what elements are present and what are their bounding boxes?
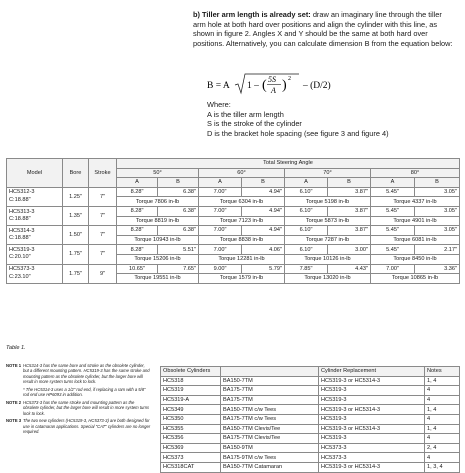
table-row (161, 395, 460, 405)
intro-paragraph (193, 10, 455, 48)
a-value-cell: 8.28" (117, 187, 158, 197)
torque-cell: Torque 8450 in-lb (371, 254, 460, 264)
col-stroke-header: Stroke (89, 159, 117, 188)
notes-cell: 4 (425, 453, 460, 463)
sub-header-a: A (285, 178, 328, 188)
a-value-cell: 8.28" (117, 245, 158, 255)
obsolete-cylinder-cell: HC5356 (161, 434, 221, 444)
replacement-cell: HC5319-3 (319, 414, 425, 424)
sub-header-b: B (415, 178, 460, 188)
formula (207, 72, 457, 98)
torque-cell: Torque 10865 in-lb (371, 274, 460, 284)
table-row (161, 376, 460, 386)
stroke-cell: 7" (89, 226, 117, 245)
notes-cell: 4 (425, 434, 460, 444)
model-cell (7, 206, 63, 225)
obsolete-model-cell: BA175-7TM (221, 386, 319, 396)
sub-header-a: A (199, 178, 242, 188)
model-cell (7, 245, 63, 264)
a-value-cell: 5.45" (371, 226, 415, 236)
sub-header-b: B (158, 178, 199, 188)
obsolete-cylinder-cell: HC5373 (161, 453, 221, 463)
obsolete-cylinder-cell: HC5319 (161, 386, 221, 396)
torque-cell: Torque 5873 in-lb (285, 216, 371, 226)
table-row (161, 443, 460, 453)
obsolete-cylinder-cell: HC5355 (161, 424, 221, 434)
note-label: NOTE 1 (6, 363, 22, 368)
stroke-cell: 7" (89, 206, 117, 225)
b-value-cell: 3.36" (415, 264, 460, 274)
torque-cell: Torque 4901 in-lb (371, 216, 460, 226)
stroke-cell: 7" (89, 187, 117, 206)
replacement-cell: HC5373-3 (319, 453, 425, 463)
table-row (7, 226, 460, 236)
note-label (6, 387, 23, 398)
table-row (161, 434, 460, 444)
notes-block (6, 363, 151, 437)
b-value-cell: 5.79" (242, 264, 285, 274)
table-row (7, 264, 460, 274)
obsolete-header-blank (221, 367, 319, 377)
obsolete-cylinder-cell: HC5369 (161, 443, 221, 453)
notes-cell: 1, 3, 4 (425, 462, 460, 472)
b-value-cell: 3.05" (415, 206, 460, 216)
table-row (161, 414, 460, 424)
replacement-cell: HC5319-3 or HC5314-3 (319, 376, 425, 386)
obsolete-model-cell: BA150-7TM (221, 376, 319, 386)
intro-label: b) Tiller arm length is already set: (193, 10, 311, 19)
table-row (161, 462, 460, 472)
angle-header: 50° (117, 168, 199, 178)
table-row (7, 206, 460, 216)
replacement-cell: HC5373-3 (319, 443, 425, 453)
obsolete-cylinder-cell: HC5318 (161, 376, 221, 386)
formula-exponent: 2 (288, 76, 291, 82)
obsolete-cylinder-cell: HC5349 (161, 405, 221, 415)
note-label: NOTE 2 (6, 399, 22, 405)
sub-header-a: A (117, 178, 158, 188)
a-value-cell: 6.10" (285, 245, 328, 255)
torque-cell: Torque 6081 in-lb (371, 235, 460, 245)
formula-one: 1 – (247, 81, 259, 91)
torque-cell: Torque 13020 in-lb (285, 274, 371, 284)
a-value-cell: 7.00" (199, 206, 242, 216)
torque-cell: Torque 7287 in-lb (285, 235, 371, 245)
a-value-cell: 7.85" (285, 264, 328, 274)
intro-text: draw an imaginary line through the tiller arm hole at both hard over positions and align the cylinder with this line, as shown in figure 2. Angles X and Y should be the same at both hard over positions. Alternatively, you can calculate dimension B from the equation below: (193, 10, 453, 48)
torque-cell: Torque 8838 in-lb (199, 235, 285, 245)
torque-cell: Torque 4337 in-lb (371, 197, 460, 207)
obsolete-model-cell: BA175-7TM Clevis/Tee (221, 434, 319, 444)
b-value-cell: 6.38" (158, 187, 199, 197)
b-value-cell: 4.94" (242, 226, 285, 236)
notes-cell: 2, 4 (425, 443, 460, 453)
obsolete-model-cell: BA150-7TM c/w Tees (221, 405, 319, 415)
obsolete-model-cell: BA175-9TM c/w Tees (221, 453, 319, 463)
formula-lhs: B = A (207, 81, 230, 91)
table-row (161, 386, 460, 396)
angle-header: 60° (199, 168, 285, 178)
torque-cell: Torque 7123 in-lb (199, 216, 285, 226)
bore-cell: 1.25" (63, 187, 89, 206)
formula-paren-close: ) (282, 78, 287, 93)
notes-cell: 1, 4 (425, 424, 460, 434)
obsolete-model-cell: BA175-7TM (221, 395, 319, 405)
col-model-header: Model (7, 159, 63, 188)
torque-cell: Torque 15206 in-lb (117, 254, 199, 264)
a-value-cell: 7.00" (371, 264, 415, 274)
stroke-cell: 7" (89, 245, 117, 264)
note-text: * The HC5314-3 uses a 1/2" rod end, if replacing a ram with a 5/8" rod end use HP6093 in addition. (23, 386, 146, 398)
a-value-cell: 5.45" (371, 245, 415, 255)
obsolete-header: Obsolete Cylinders (161, 367, 221, 377)
b-value-cell: 6.38" (158, 226, 199, 236)
a-value-cell: 5.45" (371, 187, 415, 197)
where-line-d: D is the bracket hole spacing (see figure 3 and figure 4) (207, 128, 389, 138)
steering-angle-table (6, 158, 460, 284)
formula-paren-open: ( (262, 78, 267, 93)
note (6, 400, 151, 416)
b-value-cell: 6.38" (158, 206, 199, 216)
model-cell (7, 226, 63, 245)
obsolete-model-cell: BA175-7TM c/w Tees (221, 414, 319, 424)
a-value-cell: 6.10" (285, 226, 328, 236)
torque-cell: Torque 19551 in-lb (117, 274, 199, 284)
obsolete-model-cell: BA150-9TM (221, 443, 319, 453)
b-value-cell: 3.00" (328, 245, 371, 255)
a-value-cell: 8.28" (117, 206, 158, 216)
where-line-s: S is the stroke of the cylinder (207, 119, 302, 129)
notes-header: Notes (425, 367, 460, 377)
formula-denominator: A (271, 86, 276, 95)
where-line-a: A is the tiller arm length (207, 109, 284, 119)
replacement-header: Cylinder Replacement (319, 367, 425, 377)
sub-header-b: B (328, 178, 371, 188)
b-value-cell: 3.87" (328, 226, 371, 236)
a-value-cell: 8.28" (117, 226, 158, 236)
torque-cell: Torque 7806 in-lb (117, 197, 199, 207)
a-value-cell: 7.00" (199, 226, 242, 236)
torque-cell: Torque 1579 in-lb (199, 274, 285, 284)
torque-cell: Torque 5198 in-lb (285, 197, 371, 207)
a-value-cell: 9.00" (199, 264, 242, 274)
model-number: HC5319-3 (9, 246, 35, 253)
sub-header-b: B (242, 178, 285, 188)
model-c-dimension: C:18.88" (9, 216, 31, 223)
table-row (161, 405, 460, 415)
total-steering-angle-header: Total Steering Angle (117, 159, 460, 169)
stroke-cell: 9" (89, 264, 117, 283)
table-row (7, 245, 460, 255)
model-c-dimension: C:18.88" (9, 235, 31, 242)
notes-cell: 4 (425, 414, 460, 424)
obsolete-cylinder-cell: HC5318CAT (161, 462, 221, 472)
note (6, 418, 151, 434)
note-text: HC5314-3 has the same bore and stroke as the obsolete cylinder, but a different mounting pattern. HC5319-3 has the same stroke and mounting pattern as the obsolete cylinder, but the larger bore will result in more system turns lock to lock. (23, 363, 150, 384)
b-value-cell: 3.87" (328, 206, 371, 216)
bore-cell: 1.75" (63, 245, 89, 264)
note (6, 363, 151, 384)
torque-cell: Torque 12281 in-lb (199, 254, 285, 264)
model-cell (7, 187, 63, 206)
a-value-cell: 10.65" (117, 264, 158, 274)
obsolete-cylinders-table (160, 366, 460, 473)
model-c-dimension: C:18.88" (9, 196, 31, 203)
torque-cell: Torque 10943 in-lb (117, 235, 199, 245)
obsolete-model-cell: BA150-7TM Catamaran (221, 462, 319, 472)
torque-cell: Torque 6304 in-lb (199, 197, 285, 207)
obsolete-cylinder-cell: HC5350 (161, 414, 221, 424)
b-value-cell: 7.65" (158, 264, 199, 274)
formula-tail: – (D/2) (303, 81, 331, 91)
col-bore-header: Bore (63, 159, 89, 188)
table-caption: Table 1. (6, 345, 26, 351)
b-value-cell: 4.94" (242, 187, 285, 197)
b-value-cell: 4.06" (242, 245, 285, 255)
replacement-cell: HC5319-3 (319, 395, 425, 405)
obsolete-cylinder-cell: HC5319-A (161, 395, 221, 405)
notes-cell: 4 (425, 395, 460, 405)
replacement-cell: HC5319-3 or HC5314-3 (319, 462, 425, 472)
obsolete-model-cell: BA150-7TM Clevis/Tee (221, 424, 319, 434)
angle-header: 80° (371, 168, 460, 178)
bore-cell: 1.35" (63, 206, 89, 225)
model-number: HC5313-3 (9, 208, 35, 215)
a-value-cell: 6.10" (285, 206, 328, 216)
table-row (7, 187, 460, 197)
model-number: HC5373-3 (9, 266, 35, 273)
b-value-cell: 3.05" (415, 226, 460, 236)
notes-cell: 4 (425, 386, 460, 396)
b-value-cell: 4.94" (242, 206, 285, 216)
torque-cell: Torque 10126 in-lb (285, 254, 371, 264)
model-c-dimension: C:20.10" (9, 254, 31, 261)
bore-cell: 1.50" (63, 226, 89, 245)
a-value-cell: 5.45" (371, 206, 415, 216)
b-value-cell: 4.43" (328, 264, 371, 274)
table-row (161, 453, 460, 463)
angle-header: 70° (285, 168, 371, 178)
model-number: HC5312-3 (9, 189, 35, 196)
b-value-cell: 5.51" (158, 245, 199, 255)
formula-numerator: 5S (268, 75, 276, 84)
notes-cell: 1, 4 (425, 376, 460, 386)
bore-cell: 1.75" (63, 264, 89, 283)
replacement-cell: HC5319-3 or HC5314-3 (319, 424, 425, 434)
b-value-cell: 3.05" (415, 187, 460, 197)
a-value-cell: 7.00" (199, 187, 242, 197)
replacement-cell: HC5319-3 or HC5314-3 (319, 405, 425, 415)
table-row (161, 424, 460, 434)
model-cell (7, 264, 63, 283)
notes-cell: 1, 4 (425, 405, 460, 415)
b-value-cell: 3.87" (328, 187, 371, 197)
where-block (207, 100, 457, 138)
note-label: NOTE 3 (6, 418, 22, 424)
note (6, 387, 151, 398)
model-c-dimension: C:23.10" (9, 273, 31, 280)
torque-cell: Torque 8819 in-lb (117, 216, 199, 226)
sub-header-a: A (371, 178, 415, 188)
a-value-cell: 6.10" (285, 187, 328, 197)
note-text: The two new cylinders (HC5319-3, HC5373-3) are both designed for use in catamaran applications. Special "CAT" cylinders are no longer required. (23, 418, 151, 435)
a-value-cell: 7.00" (199, 245, 242, 255)
where-heading: Where: (207, 100, 231, 109)
replacement-cell: HC5319-3 (319, 386, 425, 396)
note-text: HC5373-3 has the same stroke and mounting pattern as the obsolete cylinder, but the larger bore will result in more system turns lock to lock. (23, 399, 150, 416)
replacement-cell: HC5319-3 (319, 434, 425, 444)
model-number: HC5314-3 (9, 227, 35, 234)
b-value-cell: 2.17" (415, 245, 460, 255)
